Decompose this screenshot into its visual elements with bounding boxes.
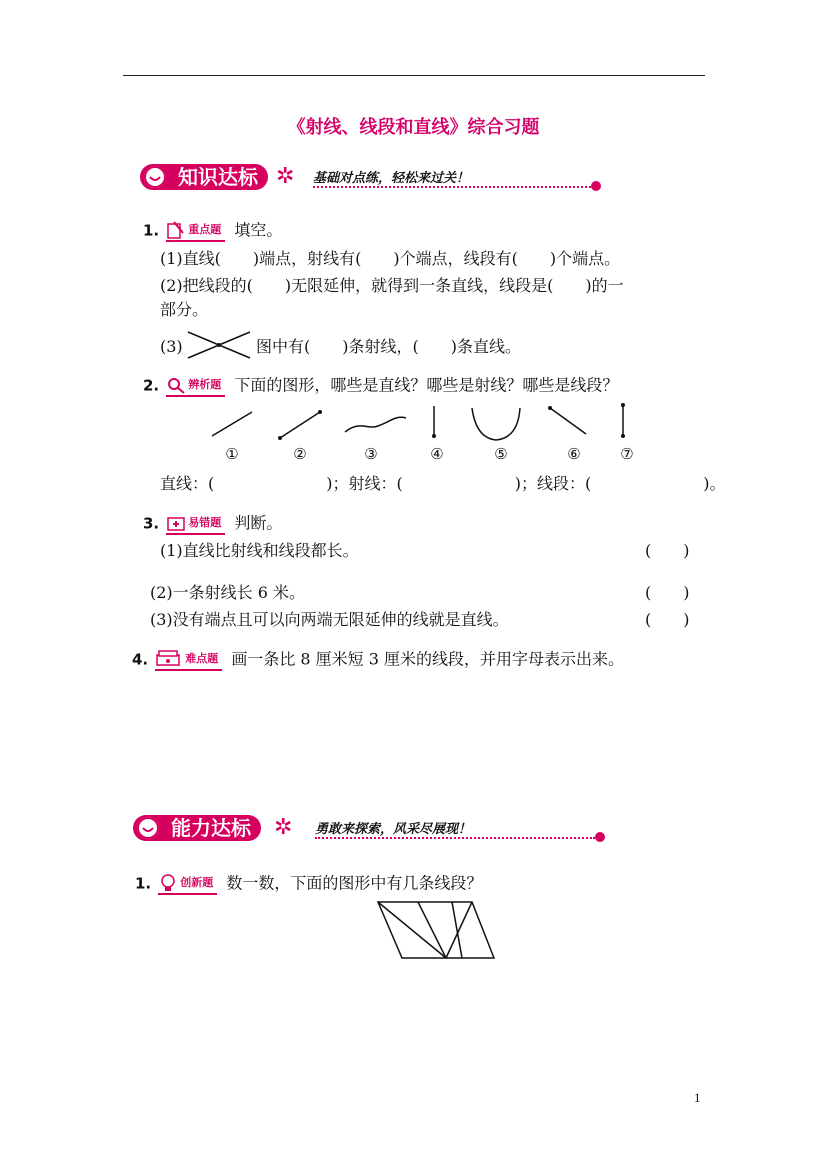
question-number: 2. — [143, 376, 160, 395]
section-banner-knowledge — [140, 164, 610, 192]
judge-bracket-2: ( ) — [645, 583, 690, 602]
section-title: 能力达标 — [171, 816, 251, 840]
question-3-header — [143, 513, 282, 535]
tag-label: 易错题 — [188, 516, 222, 529]
question-prompt: 画一条比 8 厘米短 3 厘米的线段，并用字母表示出来。 — [231, 649, 625, 669]
q1-line-3-prefix: (3) — [160, 337, 183, 356]
figure-label: ④ — [430, 445, 444, 463]
figure-label: ③ — [364, 445, 378, 463]
section-title: 知识达标 — [178, 165, 258, 189]
smiley-icon — [137, 817, 159, 839]
tag-key-point — [166, 220, 225, 242]
question-number: 1. — [135, 874, 152, 893]
lightbulb-icon — [158, 873, 178, 893]
question-2-header — [143, 375, 618, 397]
page-number: 1 — [694, 1090, 701, 1105]
line-figures — [200, 400, 650, 445]
tag-difficult — [155, 649, 222, 671]
figure-6-ray — [550, 408, 586, 434]
tag-label: 辨析题 — [188, 378, 222, 391]
crossing-lines-figure — [186, 328, 252, 362]
pencil-book-icon — [166, 220, 186, 240]
section-title-pill — [133, 815, 261, 841]
dotted-divider — [315, 837, 595, 839]
divider-end-dot — [595, 832, 605, 842]
tag-analysis — [166, 375, 225, 397]
question-number: 4. — [132, 650, 149, 669]
section-slogan: 勇敢来探索，风采尽展现！ — [315, 822, 472, 837]
q1-line-2b: 部分。 — [160, 300, 209, 319]
figure-label: ① — [225, 445, 239, 463]
figure-5-arc — [472, 408, 520, 440]
section-title-pill — [140, 164, 268, 190]
segment-count-figure — [372, 898, 502, 964]
q1-line-2: (2)把线段的( )无限延伸，就得到一条直线，线段是( )的一 — [160, 276, 624, 295]
figure-label: ⑦ — [620, 445, 634, 463]
divider-end-dot — [591, 181, 601, 191]
flower-icon: ✲ — [274, 815, 293, 840]
figure-label: ⑤ — [494, 445, 508, 463]
tag-label: 难点题 — [185, 652, 219, 665]
judge-item-2: (2)一条射线长 6 米。 — [150, 583, 306, 602]
judge-bracket-3: ( ) — [645, 610, 690, 629]
q2-answer-line: 直线：( )；射线：( )；线段：( )。 — [160, 474, 726, 493]
figure-3-curve — [345, 417, 406, 432]
figure-1-line — [212, 412, 252, 436]
question-number: 1. — [143, 221, 160, 240]
tag-label: 重点题 — [188, 223, 222, 236]
question-1-header — [143, 220, 282, 242]
judge-bracket-1: ( ) — [645, 541, 690, 560]
tag-label: 创新题 — [180, 876, 214, 889]
question-prompt: 填空。 — [234, 220, 283, 240]
first-aid-kit-icon — [166, 513, 186, 533]
question-number: 3. — [143, 514, 160, 533]
q1-line-1: (1)直线( )端点，射线有( )个端点，线段有( )个端点。 — [160, 249, 621, 268]
figure-label: ⑥ — [567, 445, 581, 463]
judge-item-3: (3)没有端点且可以向两端无限延伸的线就是直线。 — [150, 610, 509, 629]
section-slogan: 基础对点练，轻松来过关！ — [313, 171, 470, 186]
tag-error-prone — [166, 513, 225, 535]
section-banner-ability — [133, 815, 613, 843]
magnifier-icon — [166, 375, 186, 395]
tag-innovative — [158, 873, 217, 895]
figure-2-segment — [280, 412, 320, 438]
question-4-header — [132, 649, 624, 671]
flower-icon: ✲ — [276, 164, 295, 189]
header-rule — [123, 75, 705, 76]
question-prompt: 数一数，下面的图形中有几条线段？ — [226, 873, 483, 893]
q1-line-3: 图中有( )条射线，( )条直线。 — [256, 337, 521, 356]
question-5-header — [135, 873, 482, 895]
page-title: 《射线、线段和直线》综合习题 — [287, 117, 540, 138]
judge-item-1: (1)直线比射线和线段都长。 — [160, 541, 359, 560]
books-icon — [155, 649, 183, 669]
smiley-icon — [144, 166, 166, 188]
question-prompt: 判断。 — [234, 513, 283, 533]
figure-label: ② — [293, 445, 307, 463]
question-prompt: 下面的图形，哪些是直线？哪些是射线？哪些是线段？ — [234, 375, 619, 395]
dotted-divider — [313, 186, 591, 188]
